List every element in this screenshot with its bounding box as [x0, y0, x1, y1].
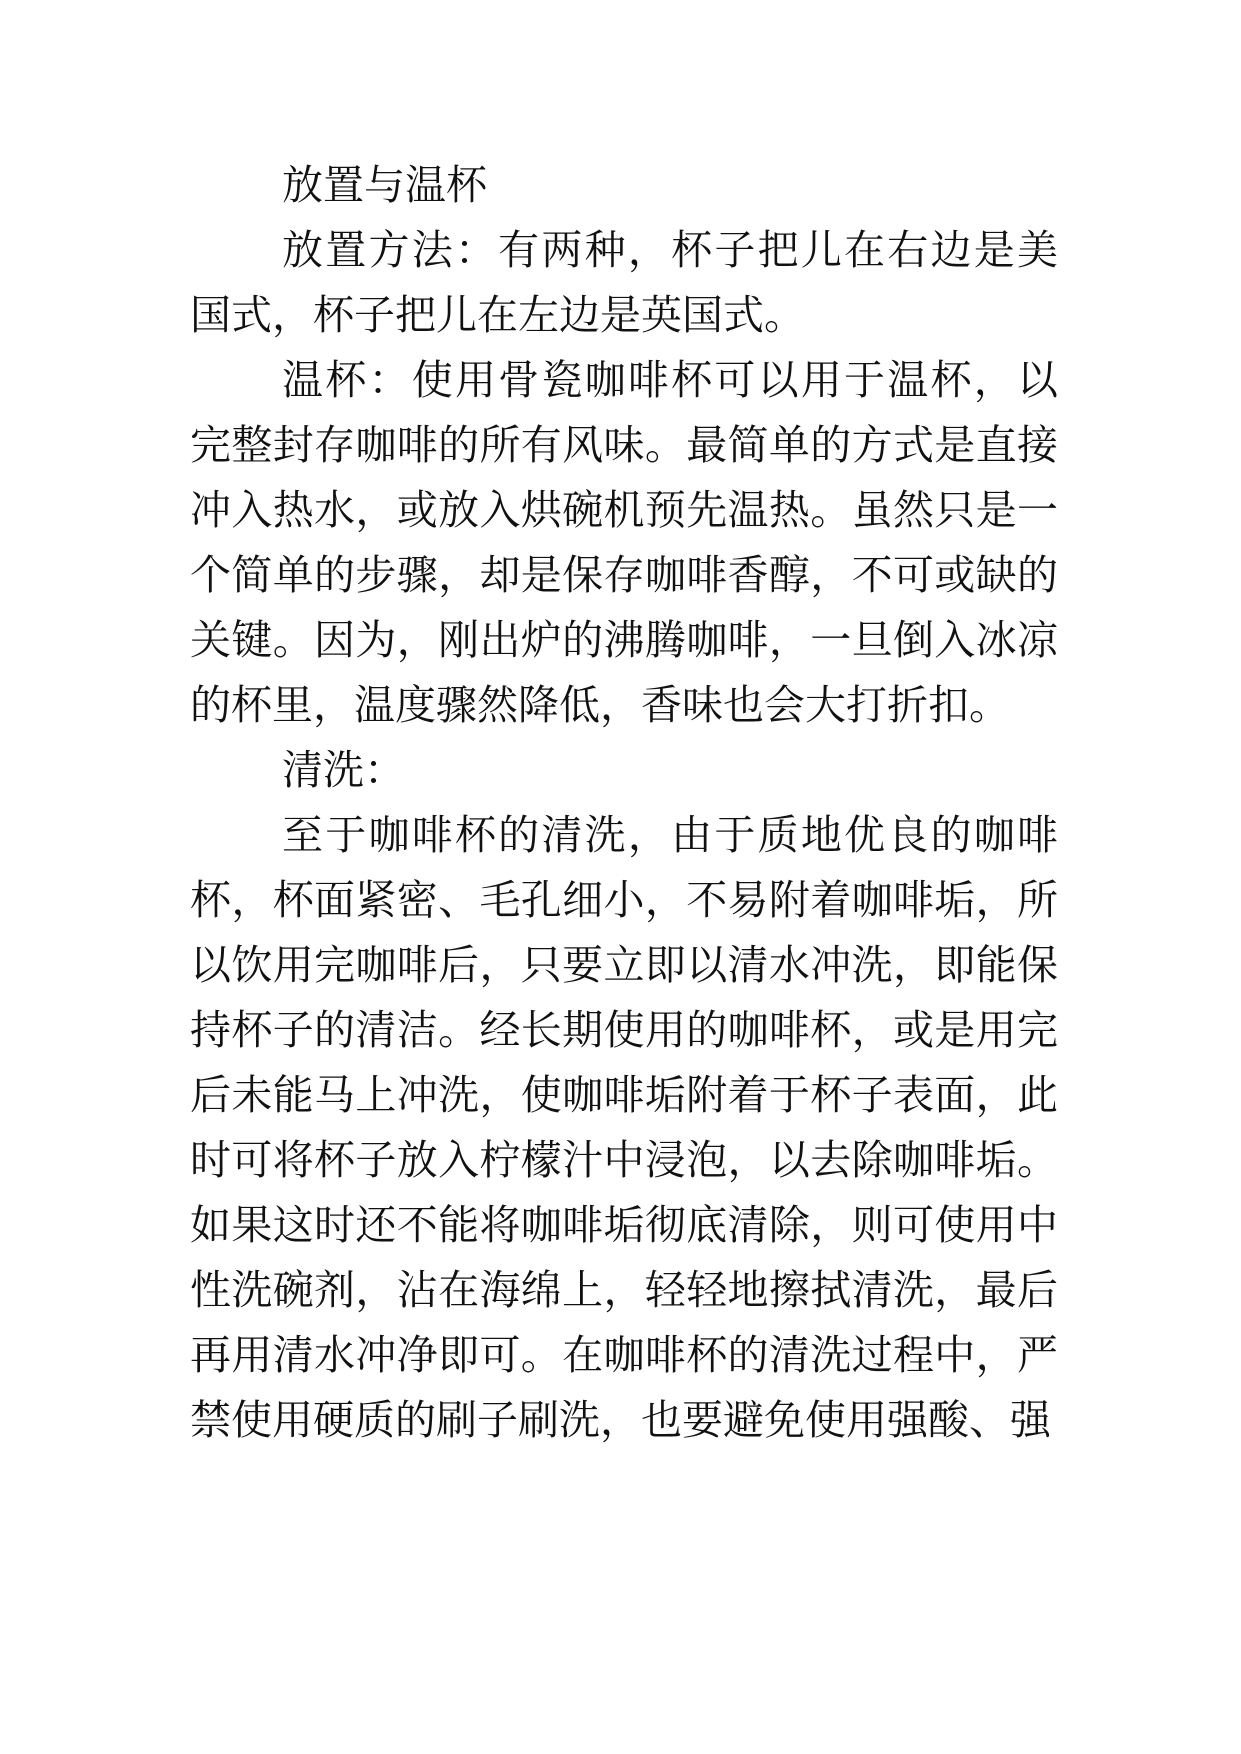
- paragraph-placement-method: 放置方法：有两种，杯子把儿在右边是美国式，杯子把儿在左边是英国式。: [190, 226, 1058, 339]
- paragraph-cleaning: 至于咖啡杯的清洗，由于质地优良的咖啡杯，杯面紧密、毛孔细小，不易附着咖啡垢，所以饮用完咖啡后，只要立即以清水冲洗，即能保持杯子的清洁。经长期使用的咖啡杯，或是用完后未能马上冲洗，使咖啡垢附着于杯子表面，此时可将杯子放入柠檬汁中浸泡，以去除咖啡垢。如果这时还不能将咖啡垢彻底清除，则可使用中性洗碗剂，沾在海绵上，轻轻地擦拭清洗，最后再用清水冲净即可。在咖啡杯的清洗过程中，严禁使用硬质的刷子刷洗，也要避免使用强酸、强: [190, 811, 1058, 1444]
- paragraph-cup-warming: 温杯：使用骨瓷咖啡杯可以用于温杯，以完整封存咖啡的所有风味。最简单的方式是直接冲入热水，或放入烘碗机预先温热。虽然只是一个简单的步骤，却是保存咖啡香醇，不可或缺的关键。因为，刚出炉的沸腾咖啡，一旦倒入冰凉的杯里，温度骤然降低，香味也会大打折扣。: [190, 356, 1058, 729]
- section-heading-cleaning: 清洗：: [282, 746, 405, 794]
- document-body: [190, 153, 1058, 1453]
- section-heading-placement: 放置与温杯: [282, 161, 487, 209]
